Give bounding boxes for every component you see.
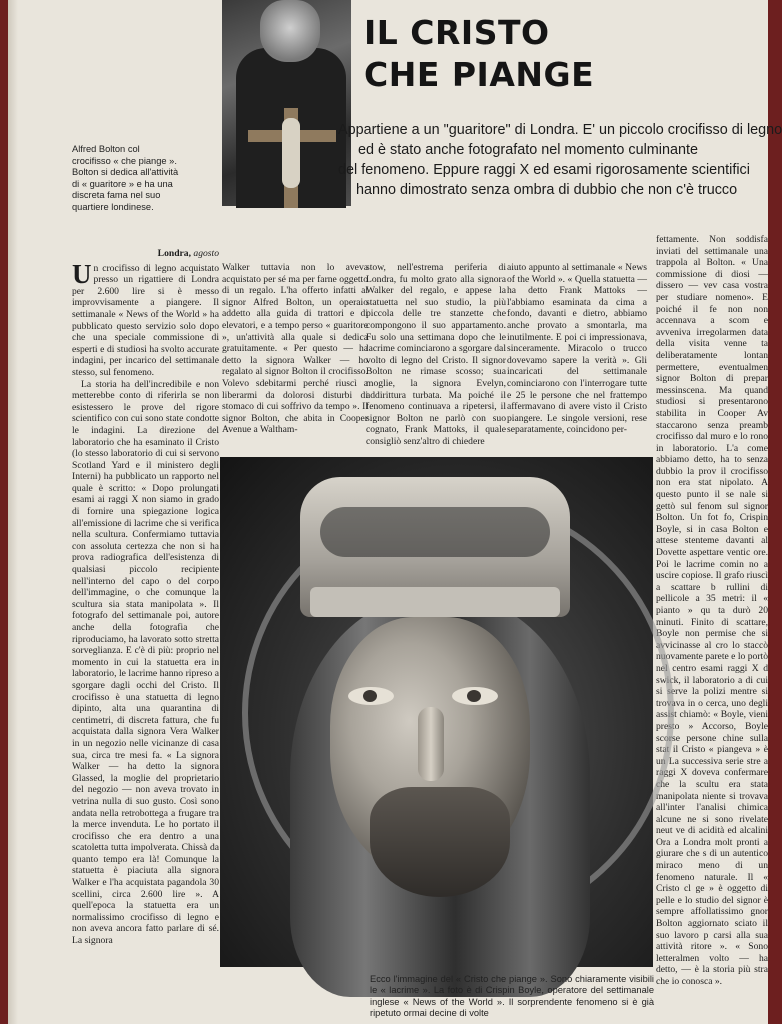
dateline-place: Londra, — [157, 248, 191, 259]
column-3-body: stow, nell'estrema periferia di Londra, fu molto grato alla signora Walker del regalo, e appese la statuetta nel suo studio, la più piccola delle tre stanzette che compongono il suo appartamento. Fu solo una settimana dopo che le lacrime cominciarono a sgorgare dal volto di legno del Cristo. Il signor Bolton ne rimase scosso; sua moglie, la signora Evelyn, addirittura turbata. Ma poiché il fenomeno continuava a ripetersi, il signor Bolton ne parlò con suo cognato, Frank Mattoks, il quale consigliò senz'altro di chiedere — [366, 262, 506, 447]
main-photo-caption: Ecco l'immagine del « Cristo che piange ». Sono chiaramente visibili le « lacrime ». La foto è di Crispin Boyle, operatore del settimanale inglese « News of the World ». Il sorprendente fenomeno si è già ripetuto ormai decine di volte — [370, 974, 654, 1019]
caption-line-1: Alfred Bolton col — [72, 144, 140, 154]
subtitle-line-4: hanno dimostrato senza ombra di dubbio che non c'è trucco — [356, 182, 738, 198]
caption-line-3: Bolton si dedica all'attività — [72, 167, 179, 177]
magazine-page — [8, 0, 782, 1024]
text-column-3 — [366, 262, 506, 447]
drop-cap: U — [72, 258, 92, 289]
caption-line-4: di « guaritore » e ha una — [72, 178, 173, 189]
title-line-2: CHE PIANGE — [364, 55, 595, 94]
caption-line-2: crocifisso « che piange ». — [72, 155, 177, 166]
column-5-body: fettamente. Non soddisfa inviati del settimanale una trappola al Bolton. « Una commissione di diosi — dissero — vev casa vostra per studiare nomeno». E poiché il fe non non accennava a scom e avveniva irregolarmen data della visita venne ta deliberatamente lontan permettere, eventualmen signor Bolton di prepar messinscena. Ma quand studiosi si presentarono stabilita in Cooper Av staccarono senza preamb crocifisso dal muro e lo rono in laboratorio. L'a come abbiamo detto, ha to senza dubbio la prov il crocifisso non era stat nipolato. A questo punto il se nale si gettò sul fenom sul signor Bolton. Un fot fo, Crispin Boyle, si in casa Bolton e attese stenteme davanti al Dovette aspettare ventic ore. Poi le lacrime comin no a uscire copiose. Il grafo riuscì a scattare b rullini di pellicole a 35 metri: il « pianto » qu ta durò 20 minuti. Finito di scattare, Boyle non permise che si avvicinasse al cro lo staccò nuovamente parete e lo portò nel centro esami raggi X d swick, il laboratorio a di cui si serve la polizi mentre si trovava in o cerca, uno degli assist chiamò: « Boyle, vieni presto » Accorso, Boyle scorse persone chine sulla stat il Cristo « piangeva » è un La successiva serie stre a raggi X doveva confermare che la scultu era stata manipolata niente si trovava all'inter l'analisi chimica alcune ne si sono rivelate neut ve di acidità ed alcalini Ora a Londra molt pronti a giurare che s di un autentico miraco meno di un fenomeno naturale. Il « Cristo cl ge » è oggetto di pelle e lo studio del signor è sempre affollatissimo gnor Bolton aggiornato sciato il suo lavoro p carsi alla sua attività ritore ». « Sono letteralmen volto — ha detto, — è la storia più stra che io conosca ». — [656, 234, 768, 987]
caption-line-5: discreta fama nel suo — [72, 190, 161, 200]
text-column-2 — [222, 262, 368, 436]
article-subtitle — [338, 120, 782, 200]
column-1-body: La storia ha dell'incredibile e non metterebbe conto di riferirla se non esistessero le prove del rigore scientifico con cui sono state condotte le indagini. La direzione del laboratorio che ha esaminato il Cristo (lo stesso laboratorio di cui si servono Scotland Yard e il ministero degli Interni) ha pubblicato un rapporto nel quale è scritto: « Dopo prolungati esami ai raggi X non siamo in grado di fornire una spiegazione logica all'emissione di lacrime che si verifica nella scultura. Confermiamo tuttavia con assoluta certezza che non si ha prova radiografica dell'esistenza di qualsiasi piccolo recipiente nell'interno del capo o del corpo dell'immagine, o che comunque la scultura sia stata manipolata ». Il fotografo del settimanale poi, autore anche della fotografia che riproduciamo, ha lavorato sotto stretta sorveglianza. E c'è di più: proprio nel momento in cui la statuetta era in laboratorio, le lacrime hanno ripreso a sgorgare dagli occhi del Cristo. Il crocifisso è una statuetta di legno dipinto, alta una quarantina di centimetri, di discreta fattura, che fu acquistata dalla signora Vera Walker in un negozio nelle vicinanze di casa sua, circa tre mesi fa. « La signora Walker — ha detto la signora Glassed, la moglie del proprietario del negozio — non aveva trovato in vetrina nulla di suo gusto. Così sono andata nella retrobottega a frugare tra la merce invenduta. Le ho portato il crocifisso che era dentro a una scatoletta tutta impolverata. Chissà da quanto tempo era là! Comunque la statuetta è piaciuta alla signora Walker e l'ha acquistata pagandola 30 scellini, circa 2.600 lire ». A quell'epoca la statuetta era un normalissimo crocifisso di legno e non aveva ancora fatto parlare di sé. La signora — [72, 378, 219, 947]
weeping-christ-photo — [220, 457, 653, 967]
title-line-1: IL CRISTO — [364, 13, 550, 52]
text-column-1 — [72, 248, 219, 1024]
text-column-5 — [656, 234, 768, 1024]
column-2-body: Walker tuttavia non lo aveva acquistato per sé ma per farne oggetto di un regalo. L'ha offerto infatti al signor Alfred Bolton, un operaio addetto alla guida di trattori e di elevatori, e a tempo perso « guaritore », un'attività alla quale si dedica gratuitamente. « Per questo — ha detto la signora Walker — ho regalato al signor Bolton il crocifisso. Volevo sdebitarmi perché riuscì a liberarmi da dolorosi disturbi di stomaco di cui soffrivo da tempo ». Il signor Bolton, che abita in Cooper Avenue a Waltham- — [222, 262, 368, 436]
article-title — [364, 12, 594, 96]
subtitle-line-1: Appartiene a un "guaritore" di Londra. E' un piccolo crocifisso di legno — [338, 122, 782, 138]
subtitle-line-3: del fenomeno. Eppure raggi X ed esami rigorosamente scientifici — [338, 162, 750, 178]
dateline — [72, 248, 219, 260]
dateline-month: agosto — [193, 248, 219, 259]
subtitle-line-2: ed è stato anche fotografato nel momento culminante — [358, 142, 698, 158]
caption-line-6: quartiere londinese. — [72, 201, 154, 212]
column-4-body: aiuto appunto al settimanale « News of the World ». « Quella statuetta — ha detto Frank Mattoks — l'abbiamo esaminata da cima a fondo, davanti e dietro, abbiamo anche provato a smontarla, ma inutilmente. E poi ci impressionava, sinceramente. Miracolo o trucco dovevamo sapere la verità ». Gli incaricati del settimanale cominciarono con l'interrogare tutte e 25 le persone che nel frattempo affermavano di avere visto il Cristo piangere. Le singole versioni, rese separatamente, coincidono per- — [507, 262, 647, 436]
portrait-caption — [72, 144, 222, 213]
lead-text: n crocifisso di legno acquistato presso un rigattiere di Londra per 2.600 lire si è messo improvvisamente a piangere. Il settimanale « News of the World » ha pubblicato questo servizio solo dopo che una speciale commissione di esperti e di studiosi ha svolto accurate indagini, per incarico del settimanale stesso, sul fenomeno. — [72, 262, 219, 378]
lead-paragraph — [72, 258, 219, 379]
bolton-portrait-photo — [222, 0, 351, 206]
text-column-4 — [507, 262, 647, 436]
